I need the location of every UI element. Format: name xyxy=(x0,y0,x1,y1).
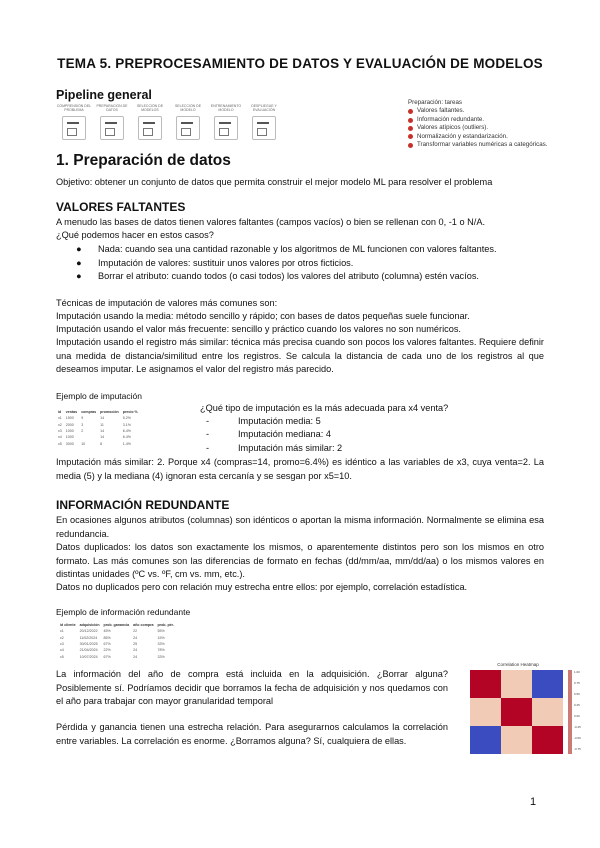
heatmap-cell xyxy=(501,726,532,754)
pipeline-stage: SELECCIÓN DE MODELO xyxy=(170,104,206,146)
redundant-p2: Datos duplicados: los datos son exactamente los mismos, o aparentemente distintos pero son los mismos en otro formato. Las más comunes son las diferencias de formato en fechas (dd/mm/aa, mm/dd/aa) o los mismos valores en distintas unidades (ºC vs. ºF, cm vs. mm, etc.). xyxy=(56,542,544,580)
table-row: c2 11/02/2024 85% 24 15% xyxy=(60,635,165,640)
heatmap-colorbar xyxy=(568,670,572,754)
heatmap-cell xyxy=(532,698,563,726)
redundant-p4: La información del año de compra está incluida en la adquisición. ¿Borrar alguna? Posiblemente sí. Podríamos decidir que borramos la fecha de adquisición y nos quedamos con el año para trabajar con mayor granularidad temporal xyxy=(56,669,448,707)
pipeline-stage: COMPRENSIÓN DEL PROBLEMA xyxy=(56,104,92,146)
colorbar-tick: -0.75 xyxy=(574,747,581,751)
missing-bullets xyxy=(76,243,546,284)
heatmap-cell xyxy=(470,698,501,726)
redundant-p1: En ocasiones algunos atributos (columnas) son idénticos o aportan la misma información. Normalmente se elimina esa redundancia. xyxy=(56,515,544,539)
imputation-question-block xyxy=(200,402,560,455)
page-number: 1 xyxy=(530,796,537,808)
technique-frequent: Imputación usando el valor más frecuente: sencillo y práctico cuando los valores no son numéricos. xyxy=(56,324,461,334)
colorbar-tick: 0.00 xyxy=(574,714,580,718)
bullet-dot-icon xyxy=(408,143,413,148)
task-item: Normalización y estandarización. xyxy=(408,133,578,141)
table-row: c1 20/12/2022 45% 22 55% xyxy=(60,629,165,634)
task-item: Valores atípicos (outliers). xyxy=(408,124,578,132)
heatmap-cell xyxy=(501,698,532,726)
redundant-p5: Pérdida y ganancia tienen una estrecha relación. Para asegurarnos calculamos la correlación entre variables. La correlación es enorme. ¿Borramos alguna? Sí, cualquiera de ellas. xyxy=(56,722,448,746)
missing-question: ¿Qué podemos hacer en estos casos? xyxy=(56,230,214,240)
tasks-legend xyxy=(408,99,578,149)
techniques-heading: Técnicas de imputación de valores más comunes son: xyxy=(56,298,278,308)
bullet-dot-icon xyxy=(408,134,413,139)
missing-intro: A menudo las bases de datos tienen valores faltantes (campos vacíos) o bien se rellenan con 0, -1 o N/A. xyxy=(56,217,485,227)
imputation-example-heading: Ejemplo de imputación xyxy=(56,391,142,401)
redundant-p3: Datos no duplicados pero con relación muy estrecha entre ellos: por ejemplo, correlación estadística. xyxy=(56,582,468,592)
section-heading: 1. Preparación de datos xyxy=(56,152,231,169)
table-row: c4 21/04/2024 22% 24 78% xyxy=(60,648,165,653)
stage-icon xyxy=(252,116,276,140)
technique-mean: Imputación usando la media: método sencillo y rápido; con bases de datos pequeñas suele funcionar. xyxy=(56,311,470,321)
pipeline-stage: PREPARACIÓN DE DATOS xyxy=(94,104,130,146)
stage-icon xyxy=(176,116,200,140)
imputation-question: ¿Qué tipo de imputación es la más adecuada para x4 venta? xyxy=(200,403,449,413)
table-row: x3 1000 2 14 6.4% xyxy=(58,429,131,434)
objective-text: Objetivo: obtener un conjunto de datos que permita construir el mejor modelo ML para resolver el problema xyxy=(56,177,493,187)
colorbar-tick: 1.00 xyxy=(574,670,580,674)
list-item: - Imputación media: 5 xyxy=(206,416,321,427)
stage-icon xyxy=(214,116,238,140)
pipeline-heading: Pipeline general xyxy=(56,88,152,102)
table-row: c5 10/07/2024 67% 24 33% xyxy=(60,654,165,659)
list-item: ● Imputación de valores: sustituir unos valores por otros ficticios. xyxy=(76,257,354,268)
pipeline-stage: ENTRENAMIENTO MODELO xyxy=(208,104,244,146)
redundant-example-heading: Ejemplo de información redundante xyxy=(56,607,191,617)
table-row: x4 1000 14 6.4% xyxy=(58,435,131,440)
stage-icon xyxy=(138,116,162,140)
heatmap-cell xyxy=(532,726,563,754)
tasks-heading: Preparación: tareas xyxy=(408,99,462,106)
colorbar-tick: 0.75 xyxy=(574,681,580,685)
heatmap-cell xyxy=(501,670,532,698)
list-item: - Imputación más similar: 2 xyxy=(206,442,343,453)
heatmap-cell xyxy=(532,670,563,698)
bullet-dot-icon xyxy=(408,126,413,131)
table-row: c3 30/01/2025 67% 25 33% xyxy=(60,642,165,647)
page-title: TEMA 5. PREPROCESAMIENTO DE DATOS Y EVALUACIÓN DE MODELOS xyxy=(57,56,543,71)
pipeline-diagram xyxy=(56,104,286,146)
bullet-dot-icon xyxy=(408,118,413,123)
bullet-dot-icon xyxy=(408,109,413,114)
heatmap-cell xyxy=(470,670,501,698)
task-item: Valores faltantes. xyxy=(408,107,578,115)
colorbar-tick: 0.50 xyxy=(574,692,580,696)
pipeline-stage: SELECCIÓN DE MODELOS xyxy=(132,104,168,146)
task-item: Transformar variables numéricas a categóricas. xyxy=(408,141,578,149)
redundant-table: id cliente adquisición prob. ganancia año compra prob. pér. c1 20/12/2022 45% 22 55% c2 11/02/2024 85% 24 15% c3 30/01/2025 67% 25 33% c4 21/04/2024 22% 24 78% c5 10/07/2024 67% 24 33% xyxy=(60,623,174,659)
redundant-heading: INFORMACIÓN REDUNDANTE xyxy=(56,498,230,512)
technique-similar: Imputación usando el registro más similar: técnica más precisa cuando son pocos los valores faltantes. Requiere definir una medida de distancia/similitud entre los registros. Se calcula la distancia de cada uno de los registros al que deseamos imputar. Le asignamos el valor del registro más parecido. xyxy=(56,337,544,375)
table-row: x5 3000 10 8 1.4% xyxy=(58,441,131,446)
list-item: ● Borrar el atributo: cuando todos (o casi todos) los valores del atributo (columna) estén vacíos. xyxy=(76,271,479,282)
stage-icon xyxy=(100,116,124,140)
colorbar-tick: -0.25 xyxy=(574,725,581,729)
table-row: x1 1500 9 14 5.2% xyxy=(58,416,131,421)
list-item: - Imputación mediana: 4 xyxy=(206,429,331,440)
task-item: Información redundante. xyxy=(408,116,578,124)
missing-values-heading: VALORES FALTANTES xyxy=(56,200,186,214)
imputation-answer: Imputación más similar: 2. Porque x4 (compras=14, promo=6.4%) es idéntico a las variables de x3, cuya venta=2. La media (5) y la mediana (4) ignoran esta cercanía y se sesgan por x5=10. xyxy=(56,457,544,481)
colorbar-tick: -0.50 xyxy=(574,736,581,740)
colorbar-tick: 0.25 xyxy=(574,703,580,707)
imputation-table: id ventas compras promoción precio % x1 1500 9 14 5.2% x2 2000 3 11 3.1% x3 1000 2 14 6.4% x4 1000 14 6.4% x5 3000 10 8 1.4% xyxy=(58,410,138,446)
stage-icon xyxy=(62,116,86,140)
heatmap-title: Correlation Heatmap xyxy=(497,662,539,667)
pipeline-stage: DESPLIEGUE Y EVALUACIÓN xyxy=(246,104,282,146)
table-row: x2 2000 3 11 3.1% xyxy=(58,422,131,427)
heatmap-cell xyxy=(470,726,501,754)
correlation-heatmap xyxy=(460,660,582,765)
list-item: ● Nada: cuando sea una cantidad razonable y los algoritmos de ML funcionen con valores faltantes. xyxy=(76,244,497,254)
